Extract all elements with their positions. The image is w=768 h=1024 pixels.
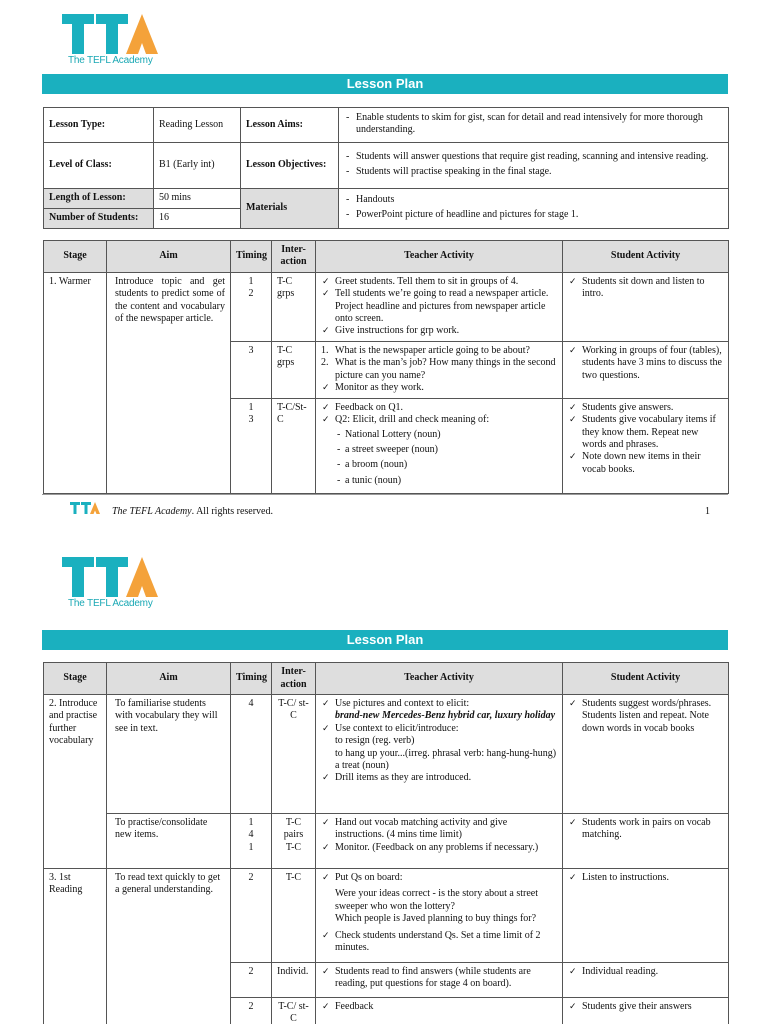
- teacher-item: ✓ Hand out vocab matching activity and give instructions. (4 mins time limit): [321, 817, 557, 842]
- student-item: ✓ Students sit down and listen to intro.: [568, 276, 723, 301]
- student-activity-cell: [563, 398, 729, 493]
- aim-cell: Introduce topic and get students to predict some of the content and vocabulary of the newspaper article.: [107, 272, 231, 493]
- header-teacher-activity: Teacher Activity: [316, 663, 563, 695]
- student-item: ✓ Students suggest words/phrases. Students listen and repeat. Note down words in vocab books: [568, 698, 723, 735]
- teacher-item: ✓ Use pictures and context to elicit:: [321, 698, 557, 710]
- length-label: Length of Lesson:: [44, 188, 154, 208]
- student-activity-cell: [563, 695, 729, 814]
- material-item: - PowerPoint picture of headline and pictures for stage 1.: [344, 209, 723, 221]
- lesson-plan-table-page1: [43, 240, 729, 494]
- vocab-item: - a broom (noun): [321, 459, 557, 471]
- interaction-cell: T-C/ st-C: [272, 695, 316, 814]
- vocab-item: - National Lottery (noun): [321, 429, 557, 441]
- header-student-activity: Student Activity: [563, 241, 729, 273]
- students-value: 16: [154, 208, 241, 228]
- interaction-cell: T-C/ st-C: [272, 998, 316, 1024]
- footer-copyright: The TEFL Academy. All rights reserved.: [112, 506, 273, 517]
- header-timing: Timing: [231, 663, 272, 695]
- header-interaction: Inter- action: [272, 663, 316, 695]
- teacher-item: ✓ Greet students. Tell them to sit in groups of 4.: [321, 276, 557, 288]
- lesson-aim-item: - Enable students to skim for gist, scan for detail and read intensively for more thorough understanding.: [344, 112, 723, 137]
- teacher-item-line: Which people is Javed planning to buy things for?: [335, 913, 537, 925]
- students-label: Number of Students:: [44, 208, 154, 228]
- teacher-item: ✓ Give instructions for grp work.: [321, 325, 557, 337]
- teacher-activity-cell: [316, 272, 563, 341]
- timing-cell: 2: [231, 998, 272, 1024]
- interaction-cell: T-C grps: [272, 272, 316, 341]
- level-value: B1 (Early int): [154, 142, 241, 188]
- timing-cell: 1 4 1: [231, 814, 272, 869]
- lesson-objectives-label: Lesson Objectives:: [241, 142, 339, 188]
- teacher-item-line: Were your ideas correct - is the story about a street sweeper who won the lottery?: [335, 888, 539, 912]
- student-activity-cell: [563, 998, 729, 1024]
- tta-logo: [60, 555, 164, 613]
- timing-cell: 1 2: [231, 272, 272, 341]
- teacher-item-line: to resign (reg. verb): [335, 735, 415, 747]
- teacher-item: ✓ Check students understand Qs. Set a time limit of 2 minutes.: [321, 930, 557, 955]
- student-activity-cell: [563, 963, 729, 998]
- teacher-activity-cell: [316, 869, 563, 963]
- teacher-numbered-item: 2. What is the man’s job? How many things in the second picture can you name?: [321, 357, 556, 381]
- header-interaction: Inter- action: [272, 241, 316, 273]
- teacher-item: ✓ Drill items as they are introduced.: [321, 772, 557, 784]
- teacher-item: ✓ Tell students we’re going to read a newspaper article. Project headline and pictures from newspaper article onto screen.: [321, 288, 557, 325]
- student-item: ✓ Students give their answers: [568, 1001, 723, 1013]
- teacher-item-line: to hang up your...(irreg. phrasal verb: hang-hung-hung): [335, 747, 557, 759]
- student-activity-cell: [563, 814, 729, 869]
- stage-cell: 2. Introduce and practise further vocabulary: [44, 695, 107, 869]
- interaction-cell: T-C grps: [272, 341, 316, 398]
- student-item: ✓ Students work in pairs on vocab matching.: [568, 817, 723, 842]
- header-stage: Stage: [44, 663, 107, 695]
- objective-item: - Students will answer questions that require gist reading, scanning and intensive reading.: [344, 151, 723, 163]
- vocab-item: - a tunic (noun): [321, 475, 557, 487]
- student-activity-cell: [563, 341, 729, 398]
- interaction-cell: T-C: [272, 869, 316, 963]
- teacher-item: ✓ Monitor. (Feedback on any problems if necessary.): [321, 842, 557, 854]
- aim-cell: To read text quickly to get a general understanding.: [107, 869, 231, 1024]
- teacher-item: ✓ Q2: Elicit, drill and check meaning of:: [321, 414, 557, 426]
- teacher-item: ✓ Monitor as they work.: [321, 382, 557, 394]
- page-footer: [70, 501, 710, 521]
- student-item: ✓ Note down new items in their vocab books.: [568, 451, 723, 476]
- aim-cell: To practise/consolidate new items.: [107, 814, 231, 869]
- header-timing: Timing: [231, 241, 272, 273]
- stage-cell: 3. 1st Reading: [44, 869, 107, 1024]
- tta-logo-mark: [60, 555, 164, 599]
- teacher-activity-cell: [316, 998, 563, 1024]
- header-aim: Aim: [107, 241, 231, 273]
- teacher-activity-cell: [316, 398, 563, 493]
- teacher-activity-cell: [316, 695, 563, 814]
- teacher-activity-cell: [316, 341, 563, 398]
- lesson-plan-banner: Lesson Plan: [42, 630, 728, 650]
- timing-cell: 4: [231, 695, 272, 814]
- tta-mini-logo: [70, 501, 106, 519]
- tta-logo-mark: [60, 12, 164, 56]
- student-item: ✓ Listen to instructions.: [568, 872, 723, 884]
- teacher-item: ✓ Feedback on Q1.: [321, 402, 557, 414]
- lesson-info-table: [43, 107, 729, 229]
- student-item: ✓ Working in groups of four (tables), students have 3 mins to discuss the two questions.: [568, 345, 723, 382]
- teacher-item: ✓ Use context to elicit/introduce:: [321, 723, 557, 735]
- student-activity-cell: [563, 869, 729, 963]
- material-item: - Handouts: [344, 194, 723, 206]
- interaction-cell: T-C/St-C: [272, 398, 316, 493]
- aim-cell: To familiarise students with vocabulary they will see in text.: [107, 695, 231, 814]
- teacher-item: ✓ Students read to find answers (while students are reading, put questions for stage 4 on board).: [321, 966, 557, 991]
- student-item: ✓ Individual reading.: [568, 966, 723, 978]
- footer-rule: [42, 494, 728, 495]
- interaction-cell: T-C pairs T-C: [272, 814, 316, 869]
- logo-tagline: The TEFL Academy: [68, 55, 153, 66]
- header-aim: Aim: [107, 663, 231, 695]
- lesson-objectives-value: [339, 142, 729, 188]
- lesson-aims-value: [339, 108, 729, 143]
- lesson-aims-label: Lesson Aims:: [241, 108, 339, 143]
- teacher-item-line: a treat (noun): [335, 760, 389, 772]
- interaction-cell: Individ.: [272, 963, 316, 998]
- student-activity-cell: [563, 272, 729, 341]
- vocab-item: - a street sweeper (noun): [321, 444, 557, 456]
- lesson-plan-banner: Lesson Plan: [42, 74, 728, 94]
- lesson-type-value: Reading Lesson: [154, 108, 241, 143]
- teacher-item: ✓ Put Qs on board:: [321, 872, 557, 884]
- lesson-plan-table-page2: [43, 662, 729, 1024]
- tta-logo: [60, 12, 164, 70]
- student-item: ✓ Students give vocabulary items if they know them. Repeat new words and phrases.: [568, 414, 723, 451]
- materials-value: [339, 188, 729, 228]
- timing-cell: 2: [231, 869, 272, 963]
- objective-item: - Students will practise speaking in the final stage.: [344, 166, 723, 178]
- stage-cell: 1. Warmer: [44, 272, 107, 493]
- page-number: 1: [705, 506, 710, 517]
- teacher-activity-cell: [316, 963, 563, 998]
- timing-cell: 1 3: [231, 398, 272, 493]
- teacher-activity-cell: [316, 814, 563, 869]
- header-stage: Stage: [44, 241, 107, 273]
- timing-cell: 3: [231, 341, 272, 398]
- lesson-type-label: Lesson Type:: [44, 108, 154, 143]
- header-student-activity: Student Activity: [563, 663, 729, 695]
- teacher-numbered-item: 1. What is the newspaper article going to be about?: [321, 344, 530, 356]
- teacher-item-bold: brand-new Mercedes-Benz hybrid car, luxury holiday: [335, 710, 556, 722]
- header-teacher-activity: Teacher Activity: [316, 241, 563, 273]
- materials-label: Materials: [241, 188, 339, 228]
- student-item: ✓ Students give answers.: [568, 402, 723, 414]
- logo-tagline: The TEFL Academy: [68, 598, 153, 609]
- length-value: 50 mins: [154, 188, 241, 208]
- level-label: Level of Class:: [44, 142, 154, 188]
- teacher-item: ✓ Feedback: [321, 1001, 557, 1013]
- timing-cell: 2: [231, 963, 272, 998]
